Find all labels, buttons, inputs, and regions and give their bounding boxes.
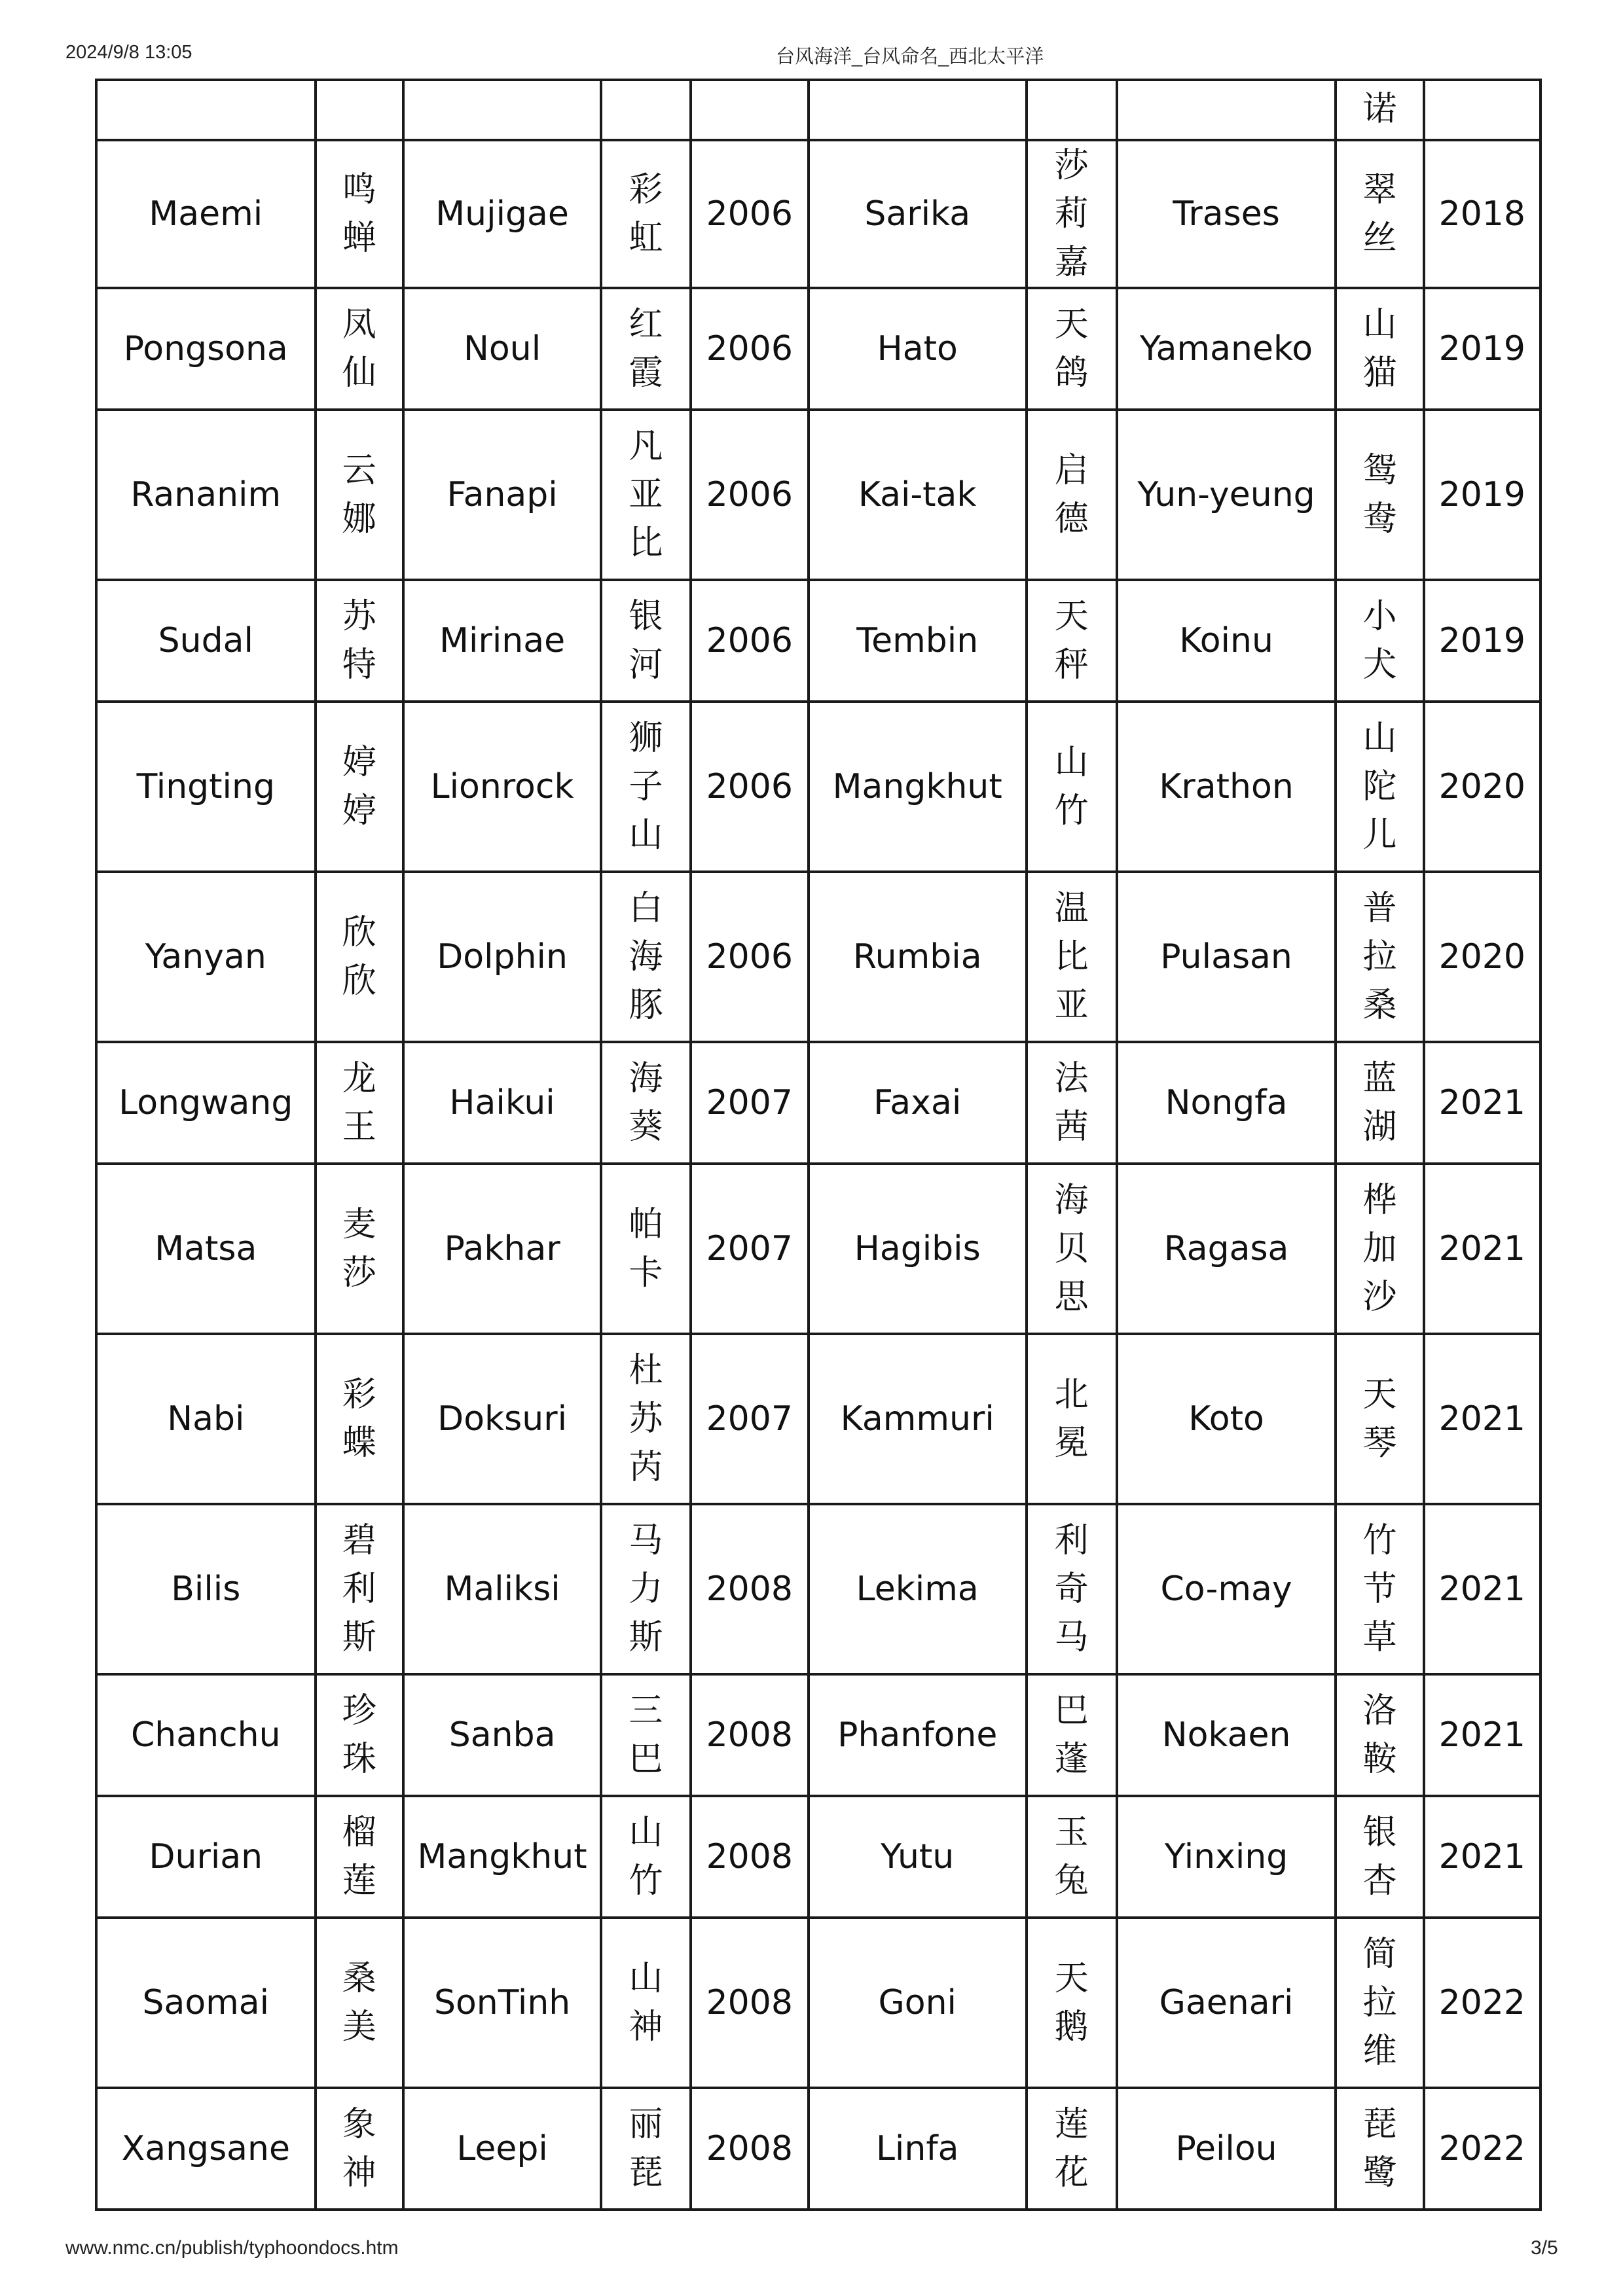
cell-year-2: 2022 [1424, 1918, 1541, 2088]
page-number: 3/5 [1531, 2237, 1558, 2259]
cell-name-cn-3: 玉 兔 [1027, 1796, 1117, 1918]
cell-year-2: 2021 [1424, 1334, 1541, 1504]
cell-name-en-3: Goni [809, 1918, 1027, 2088]
cell-name-cn-2: 帕 卡 [601, 1164, 690, 1334]
cell-name-en-4: Ragasa [1117, 1164, 1336, 1334]
cell-name-cn-4: 琵 鹭 [1336, 2088, 1423, 2210]
cell-year-1: 2007 [691, 1042, 809, 1164]
cell-name-en-3: Hato [809, 288, 1027, 410]
cell-name-en-4: Yinxing [1117, 1796, 1336, 1918]
cell-year-2: 2021 [1424, 1674, 1541, 1796]
cell-year-2: 2020 [1424, 872, 1541, 1042]
cell-name-en-2: Mirinae [403, 580, 602, 702]
cell-name-cn-3: 天 鹅 [1027, 1918, 1117, 2088]
cell-name-en-1: Rananim [96, 410, 316, 580]
cell-name-cn-4: 翠 丝 [1336, 140, 1423, 288]
cell-name-en-2: Haikui [403, 1042, 602, 1164]
cell-name-en-2: Doksuri [403, 1334, 602, 1504]
cell-name-cn-2: 山 神 [601, 1918, 690, 2088]
cell-name-cn-4: 简 拉 维 [1336, 1918, 1423, 2088]
cell-year-1: 2008 [691, 1674, 809, 1796]
cell-name-cn-1: 凤 仙 [316, 288, 403, 410]
cell-name-en-2: SonTinh [403, 1918, 602, 2088]
cell-year-1: 2006 [691, 580, 809, 702]
cell-name-cn-2: 银 河 [601, 580, 690, 702]
cell-name-cn-4: 鸳 鸯 [1336, 410, 1423, 580]
cell-name-en-4: Co-may [1117, 1504, 1336, 1674]
cell-year-2: 2021 [1424, 1042, 1541, 1164]
cell-year-1 [691, 80, 809, 140]
table-row [96, 2088, 1541, 2210]
cell-name-cn-1: 鸣 蝉 [316, 140, 403, 288]
table-row [96, 1042, 1541, 1164]
table-row [96, 702, 1541, 872]
cell-year-1: 2008 [691, 1796, 809, 1918]
cell-name-en-3: Kai-tak [809, 410, 1027, 580]
table-row [96, 1164, 1541, 1334]
cell-name-cn-3: 法 茜 [1027, 1042, 1117, 1164]
cell-year-2: 2022 [1424, 2088, 1541, 2210]
cell-name-cn-3: 启 德 [1027, 410, 1117, 580]
cell-name-en-4: Nongfa [1117, 1042, 1336, 1164]
cell-name-en-1: Maemi [96, 140, 316, 288]
cell-name-en-4: Yamaneko [1117, 288, 1336, 410]
cell-name-cn-4: 诺 [1336, 80, 1423, 140]
cell-name-en-2: Lionrock [403, 702, 602, 872]
cell-name-en-3: Kammuri [809, 1334, 1027, 1504]
cell-name-cn-1: 苏 特 [316, 580, 403, 702]
cell-name-en-4: Pulasan [1117, 872, 1336, 1042]
cell-name-cn-4: 洛 鞍 [1336, 1674, 1423, 1796]
cell-year-2: 2021 [1424, 1796, 1541, 1918]
cell-name-en-4: Trases [1117, 140, 1336, 288]
cell-name-en-2: Mujigae [403, 140, 602, 288]
cell-name-en-2: Maliksi [403, 1504, 602, 1674]
cell-name-cn-3: 利 奇 马 [1027, 1504, 1117, 1674]
typhoon-names-table [95, 79, 1542, 2211]
cell-name-en-1: Tingting [96, 702, 316, 872]
table-row [96, 872, 1541, 1042]
cell-name-cn-1: 麦 莎 [316, 1164, 403, 1334]
cell-year-2: 2021 [1424, 1504, 1541, 1674]
cell-name-cn-2 [601, 80, 690, 140]
source-url: www.nmc.cn/publish/typhoondocs.htm [65, 2237, 399, 2259]
cell-name-en-2: Dolphin [403, 872, 602, 1042]
cell-name-en-1: Bilis [96, 1504, 316, 1674]
cell-name-cn-1: 欣 欣 [316, 872, 403, 1042]
cell-name-cn-1: 龙 王 [316, 1042, 403, 1164]
table-row [96, 1334, 1541, 1504]
cell-name-en-4: Peilou [1117, 2088, 1336, 2210]
cell-name-en-3: Linfa [809, 2088, 1027, 2210]
cell-name-cn-1: 桑 美 [316, 1918, 403, 2088]
cell-name-en-1: Saomai [96, 1918, 316, 2088]
table-row [96, 410, 1541, 580]
cell-year-1: 2007 [691, 1164, 809, 1334]
cell-name-en-3: Phanfone [809, 1674, 1027, 1796]
cell-name-cn-4: 蓝 湖 [1336, 1042, 1423, 1164]
cell-year-1: 2006 [691, 702, 809, 872]
cell-name-en-1: Yanyan [96, 872, 316, 1042]
cell-name-cn-3 [1027, 80, 1117, 140]
cell-name-en-3: Yutu [809, 1796, 1027, 1918]
cell-name-cn-1: 碧 利 斯 [316, 1504, 403, 1674]
cell-name-cn-3: 巴 蓬 [1027, 1674, 1117, 1796]
cell-name-en-1: Pongsona [96, 288, 316, 410]
cell-name-en-3: Hagibis [809, 1164, 1027, 1334]
cell-name-cn-1: 榴 莲 [316, 1796, 403, 1918]
cell-name-cn-4: 桦 加 沙 [1336, 1164, 1423, 1334]
cell-year-2: 2018 [1424, 140, 1541, 288]
cell-name-cn-1 [316, 80, 403, 140]
cell-name-cn-4: 竹 节 草 [1336, 1504, 1423, 1674]
cell-year-2: 2019 [1424, 410, 1541, 580]
cell-name-cn-2: 狮 子 山 [601, 702, 690, 872]
cell-name-en-1: Xangsane [96, 2088, 316, 2210]
cell-year-1: 2006 [691, 410, 809, 580]
cell-name-cn-2: 杜 苏 芮 [601, 1334, 690, 1504]
cell-year-2: 2020 [1424, 702, 1541, 872]
cell-name-en-1: Longwang [96, 1042, 316, 1164]
cell-name-en-3: Lekima [809, 1504, 1027, 1674]
cell-name-cn-4: 天 琴 [1336, 1334, 1423, 1504]
cell-name-en-1: Matsa [96, 1164, 316, 1334]
cell-year-1: 2008 [691, 1504, 809, 1674]
cell-name-cn-2: 海 葵 [601, 1042, 690, 1164]
cell-name-cn-2: 三 巴 [601, 1674, 690, 1796]
cell-name-cn-2: 丽 琵 [601, 2088, 690, 2210]
cell-name-cn-3: 山 竹 [1027, 702, 1117, 872]
cell-name-cn-3: 莎 莉 嘉 [1027, 140, 1117, 288]
print-datetime: 2024/9/8 13:05 [65, 42, 192, 63]
cell-name-cn-4: 普 拉 桑 [1336, 872, 1423, 1042]
cell-name-en-2: Sanba [403, 1674, 602, 1796]
cell-name-cn-1: 彩 蝶 [316, 1334, 403, 1504]
table-row [96, 1918, 1541, 2088]
cell-name-en-1: Nabi [96, 1334, 316, 1504]
cell-name-cn-3: 北 冕 [1027, 1334, 1117, 1504]
cell-name-cn-1: 珍 珠 [316, 1674, 403, 1796]
table-row [96, 288, 1541, 410]
table-row [96, 1796, 1541, 1918]
cell-name-en-2: Noul [403, 288, 602, 410]
cell-name-en-4: Nokaen [1117, 1674, 1336, 1796]
cell-name-cn-3: 天 秤 [1027, 580, 1117, 702]
cell-name-cn-4: 小 犬 [1336, 580, 1423, 702]
cell-name-en-3: Mangkhut [809, 702, 1027, 872]
table-row [96, 1504, 1541, 1674]
table-row [96, 1674, 1541, 1796]
cell-year-2: 2021 [1424, 1164, 1541, 1334]
cell-name-en-2: Fanapi [403, 410, 602, 580]
cell-name-en-1: Chanchu [96, 1674, 316, 1796]
cell-name-cn-2: 红 霞 [601, 288, 690, 410]
cell-year-1: 2006 [691, 140, 809, 288]
cell-name-en-1: Durian [96, 1796, 316, 1918]
cell-name-cn-4: 山 陀 儿 [1336, 702, 1423, 872]
cell-name-cn-1: 云 娜 [316, 410, 403, 580]
cell-name-en-3: Tembin [809, 580, 1027, 702]
cell-name-cn-1: 婷 婷 [316, 702, 403, 872]
cell-year-2 [1424, 80, 1541, 140]
cell-name-cn-2: 彩 虹 [601, 140, 690, 288]
cell-name-en-4: Koinu [1117, 580, 1336, 702]
cell-name-cn-3: 温 比 亚 [1027, 872, 1117, 1042]
cell-name-en-3 [809, 80, 1027, 140]
cell-name-en-3: Faxai [809, 1042, 1027, 1164]
cell-year-1: 2008 [691, 1918, 809, 2088]
cell-name-en-3: Rumbia [809, 872, 1027, 1042]
cell-year-2: 2019 [1424, 288, 1541, 410]
cell-name-cn-1: 象 神 [316, 2088, 403, 2210]
cell-name-cn-3: 天 鸽 [1027, 288, 1117, 410]
cell-name-en-4: Gaenari [1117, 1918, 1336, 2088]
cell-name-cn-3: 海 贝 思 [1027, 1164, 1117, 1334]
cell-year-1: 2007 [691, 1334, 809, 1504]
cell-name-cn-2: 马 力 斯 [601, 1504, 690, 1674]
cell-name-cn-2: 山 竹 [601, 1796, 690, 1918]
page-title: 台风海洋_台风命名_西北太平洋 [776, 46, 1044, 67]
cell-year-1: 2008 [691, 2088, 809, 2210]
cell-name-cn-2: 白 海 豚 [601, 872, 690, 1042]
cell-name-cn-4: 银 杏 [1336, 1796, 1423, 1918]
cell-name-en-4: Yun-yeung [1117, 410, 1336, 580]
cell-year-2: 2019 [1424, 580, 1541, 702]
cell-name-en-2: Pakhar [403, 1164, 602, 1334]
cell-name-en-4: Koto [1117, 1334, 1336, 1504]
cell-name-en-2 [403, 80, 602, 140]
cell-name-en-2: Leepi [403, 2088, 602, 2210]
cell-year-1: 2006 [691, 872, 809, 1042]
cell-name-cn-3: 莲 花 [1027, 2088, 1117, 2210]
cell-name-en-1 [96, 80, 316, 140]
cell-name-cn-4: 山 猫 [1336, 288, 1423, 410]
cell-name-en-4 [1117, 80, 1336, 140]
cell-name-en-2: Mangkhut [403, 1796, 602, 1918]
cell-name-en-4: Krathon [1117, 702, 1336, 872]
cell-name-en-1: Sudal [96, 580, 316, 702]
table-row-partial [96, 80, 1541, 140]
cell-year-1: 2006 [691, 288, 809, 410]
table-row [96, 140, 1541, 288]
table-row [96, 580, 1541, 702]
cell-name-en-3: Sarika [809, 140, 1027, 288]
cell-name-cn-2: 凡 亚 比 [601, 410, 690, 580]
